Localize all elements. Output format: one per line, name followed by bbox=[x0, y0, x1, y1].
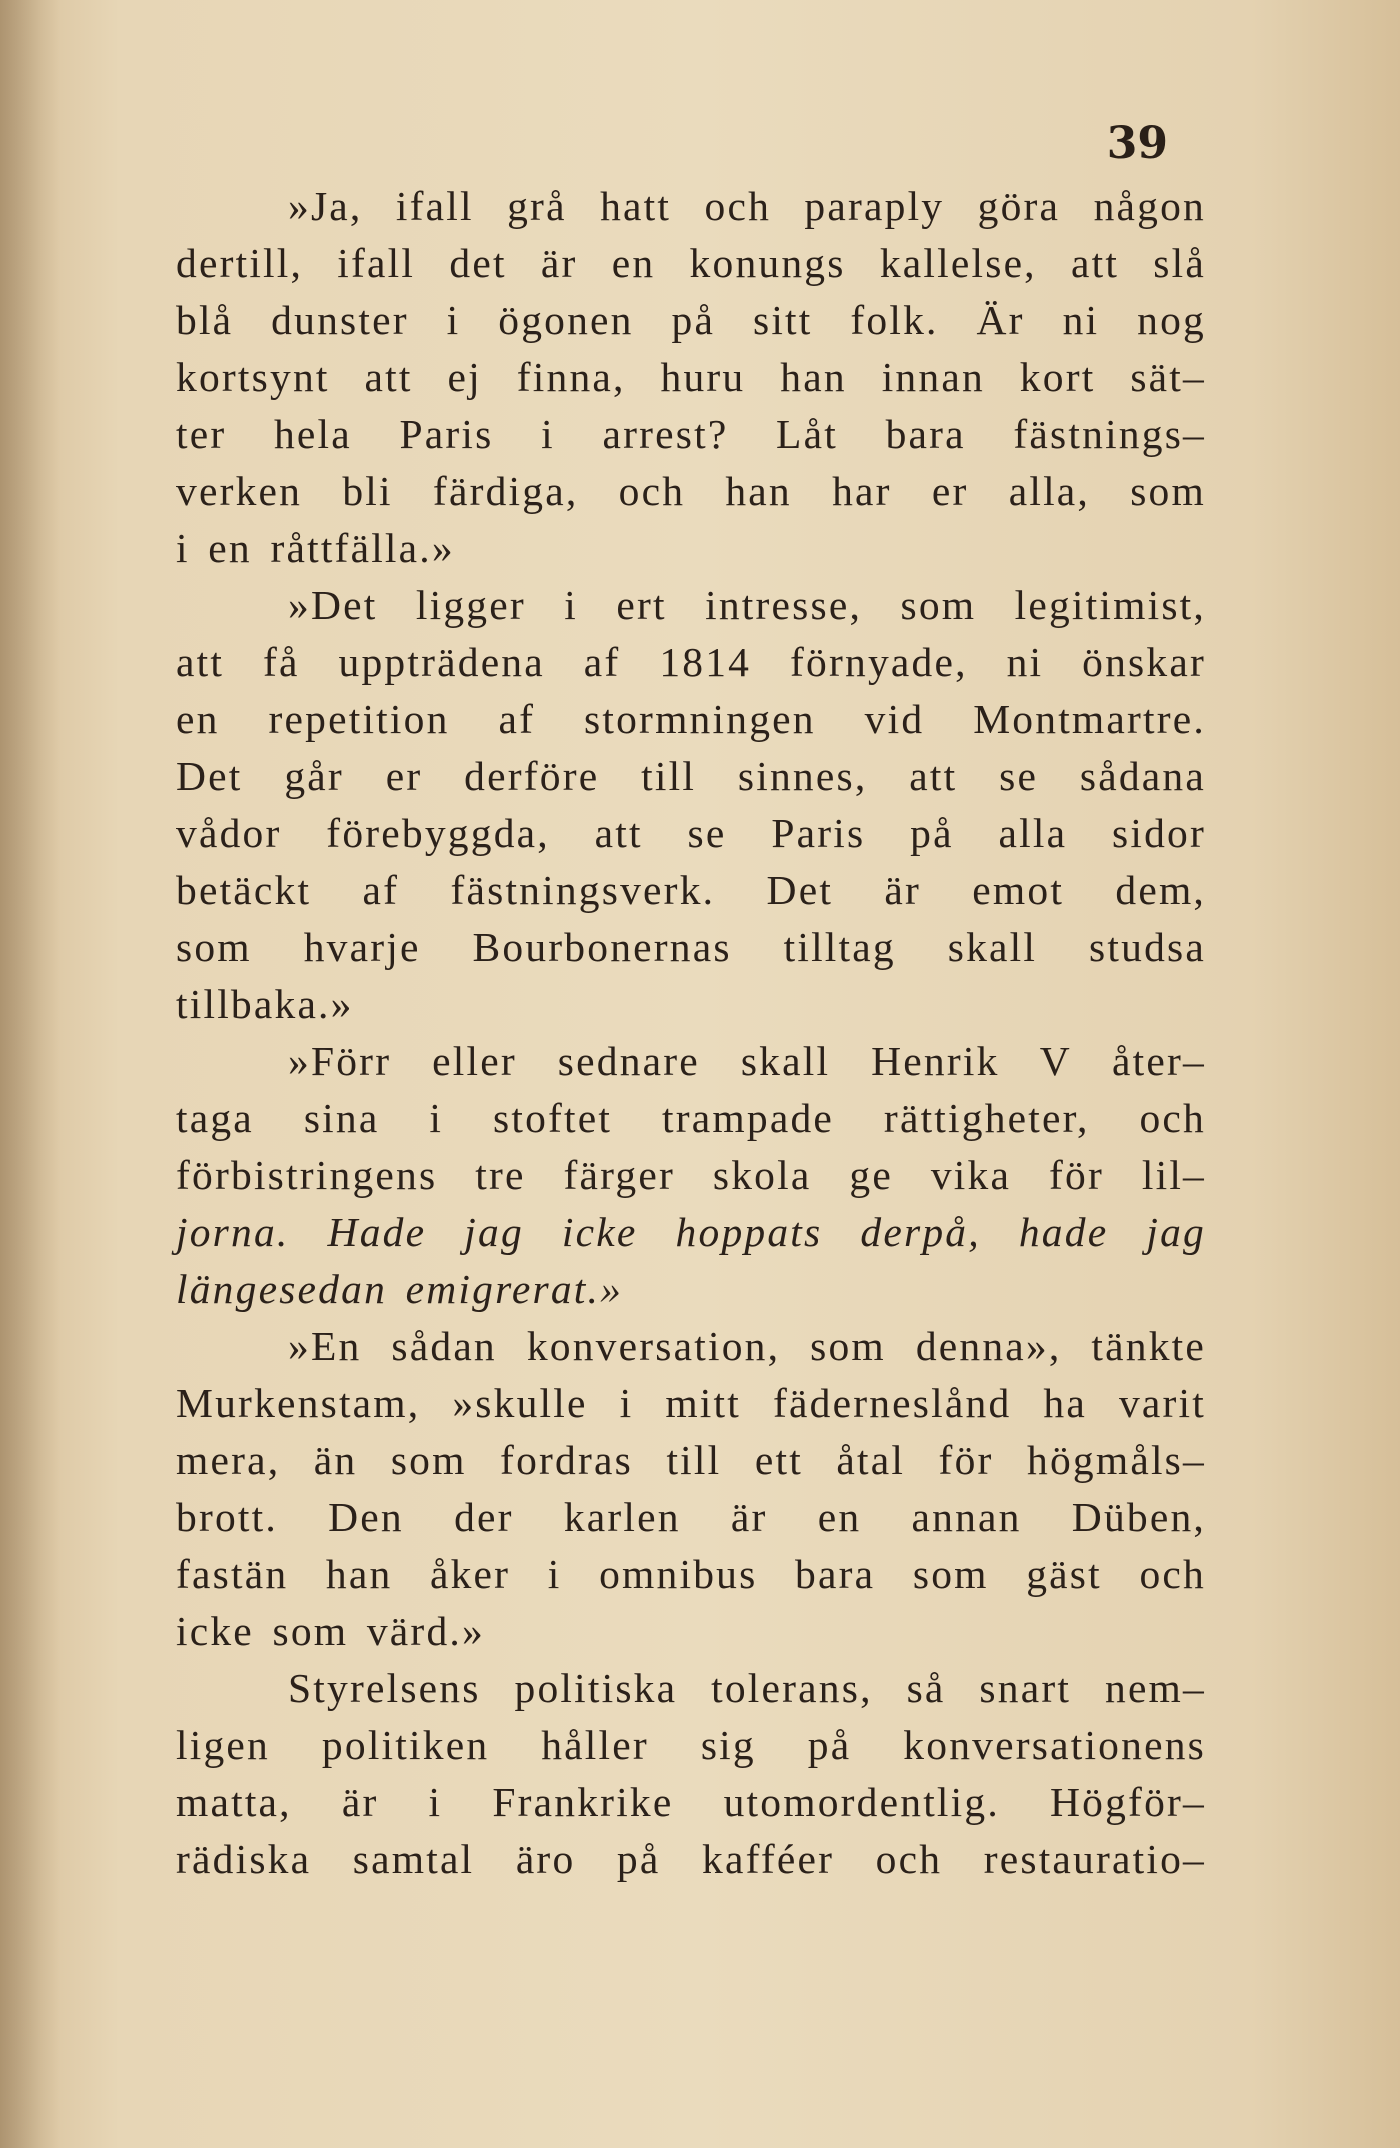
text-line: brott. Den der karlen är en annan Düben, bbox=[176, 1494, 1206, 1540]
text-line: vådor förebyggda, att se Paris på alla sidor bbox=[176, 810, 1206, 856]
text-line: mera, än som fordras till ett åtal för högmåls– bbox=[176, 1437, 1206, 1483]
page-number: 39 bbox=[1106, 118, 1168, 169]
paragraph-5 bbox=[176, 1660, 1206, 1888]
paragraph-4 bbox=[176, 1318, 1206, 1660]
text-line: rädiska samtal äro på kafféer och restauratio– bbox=[176, 1836, 1206, 1882]
text-line: i en råttfälla.» bbox=[176, 525, 455, 571]
text-line: längesedan emigrerat.» bbox=[176, 1266, 624, 1312]
text-line: Styrelsens politiska tolerans, så snart nem– bbox=[288, 1665, 1206, 1711]
text-line: en repetition af stormningen vid Montmartre. bbox=[176, 696, 1206, 742]
text-line: ter hela Paris i arrest? Låt bara fästnings– bbox=[176, 411, 1206, 457]
text-line: fastän han åker i omnibus bara som gäst och bbox=[176, 1551, 1206, 1597]
text-line: jorna. Hade jag icke hoppats derpå, hade jag bbox=[176, 1209, 1206, 1255]
text-line: »Förr eller sednare skall Henrik V åter– bbox=[288, 1038, 1206, 1084]
text-line: kortsynt att ej finna, huru han innan kort sät– bbox=[176, 354, 1206, 400]
text-line: »Ja, ifall grå hatt och paraply göra någon bbox=[288, 183, 1206, 229]
text-line: ligen politiken håller sig på konversationens bbox=[176, 1722, 1206, 1768]
paragraph-3 bbox=[176, 1033, 1206, 1318]
binding-shadow bbox=[0, 0, 60, 2148]
text-line: Murkenstam, »skulle i mitt fäderneslånd ha varit bbox=[176, 1380, 1206, 1426]
text-line: »En sådan konversation, som denna», tänkte bbox=[288, 1323, 1206, 1369]
text-line: att få uppträdena af 1814 förnyade, ni önskar bbox=[176, 639, 1206, 685]
text-line: förbistringens tre färger skola ge vika för lil– bbox=[176, 1152, 1206, 1198]
text-line: »Det ligger i ert intresse, som legitimist, bbox=[288, 582, 1206, 628]
text-line: tillbaka.» bbox=[176, 981, 354, 1027]
text-line: betäckt af fästningsverk. Det är emot dem, bbox=[176, 867, 1206, 913]
text-line: blå dunster i ögonen på sitt folk. Är ni nog bbox=[176, 297, 1206, 343]
body-text bbox=[176, 178, 1206, 1888]
text-line: verken bli färdiga, och han har er alla, som bbox=[176, 468, 1206, 514]
text-line: som hvarje Bourbonernas tilltag skall studsa bbox=[176, 924, 1206, 970]
text-line: dertill, ifall det är en konungs kallelse, att slå bbox=[176, 240, 1206, 286]
paragraph-1 bbox=[176, 178, 1206, 577]
text-line: Det går er derföre till sinnes, att se sådana bbox=[176, 753, 1206, 799]
text-line: icke som värd.» bbox=[176, 1608, 485, 1654]
text-line: matta, är i Frankrike utomordentlig. Högför– bbox=[176, 1779, 1206, 1825]
text-line: taga sina i stoftet trampade rättigheter, och bbox=[176, 1095, 1206, 1141]
paragraph-2 bbox=[176, 577, 1206, 1033]
